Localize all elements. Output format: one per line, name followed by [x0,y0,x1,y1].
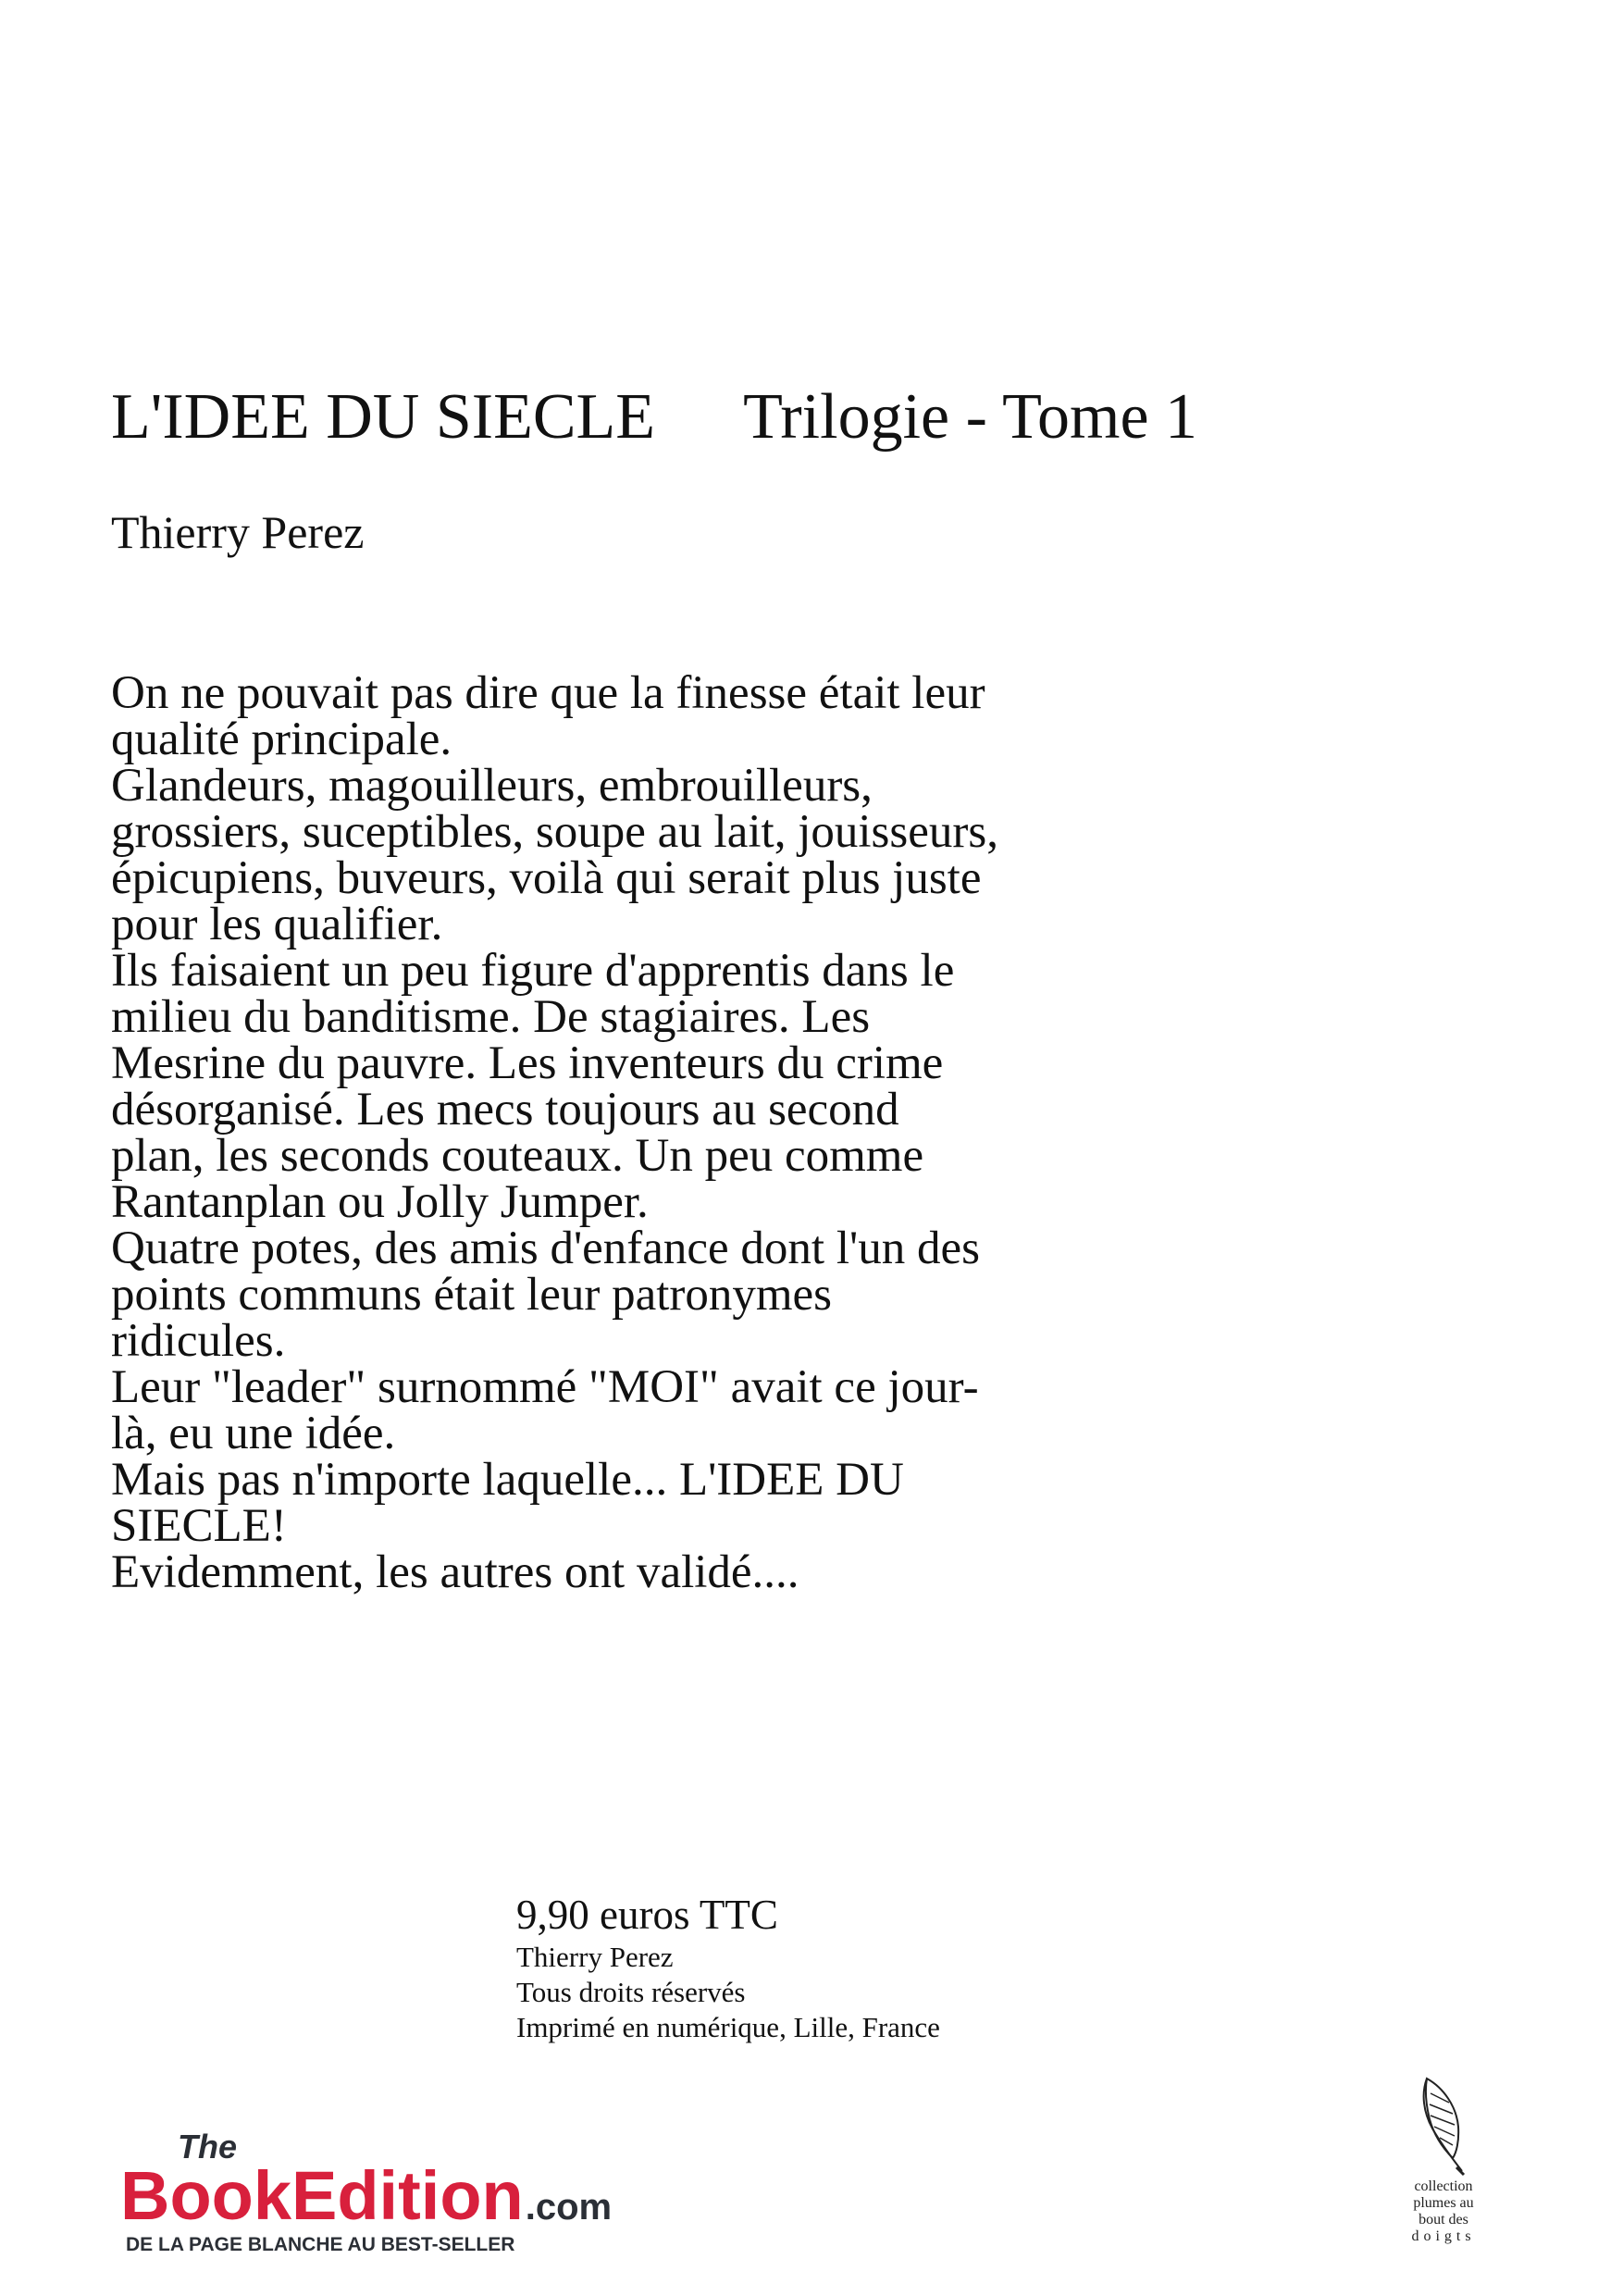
blurb-line: On ne pouvait pas dire que la finesse était leur [111,667,985,719]
logo-the: The [178,2128,238,2166]
blurb-line: Evidemment, les autres ont validé.... [111,1546,799,1598]
book-title [111,381,1197,453]
imprint-block [516,1890,940,2045]
blurb-line: Leur "leader" surnommé "MOI" avait ce jour- [111,1361,979,1413]
blurb-line: milieu du banditisme. De stagiaires. Les [111,991,871,1043]
collection-mark [1388,2075,1499,2245]
blurb-line: désorganisé. Les mecs toujours au second [111,1084,899,1136]
blurb-line: Quatre potes, des amis d'enfance dont l'un des [111,1222,980,1274]
collection-line: doigts [1411,2228,1476,2244]
blurb-line: là, eu une idée. [111,1408,396,1459]
blurb-line: Mais pas n'importe laquelle... L'IDEE DU [111,1454,904,1506]
book-subtitle: Trilogie - Tome 1 [743,381,1198,453]
blurb-line: grossiers, suceptibles, soupe au lait, jouisseurs, [111,806,998,858]
blurb-line: Glandeurs, magouilleurs, embrouilleurs, [111,760,873,812]
quill-icon [1388,2075,1499,2177]
blurb-line: épicupiens, buveurs, voilà qui serait plus juste [111,852,982,904]
logo-tagline: DE LA PAGE BLANCHE AU BEST-SELLER [126,2234,515,2255]
blurb-line: ridicules. [111,1315,286,1367]
logo-edition: Edition [291,2157,524,2234]
blurb-line: pour les qualifier. [111,899,443,950]
collection-line: plumes au [1413,2195,1474,2211]
imprint-printed: Imprimé en numérique, Lille, France [516,2011,940,2043]
author-name: Thierry Perez [111,506,365,558]
blurb-line: Mesrine du pauvre. Les inventeurs du crime [111,1037,944,1089]
back-cover-blurb [111,667,1332,1598]
logo-book: Book [120,2157,291,2234]
blurb-line: plan, les seconds couteaux. Un peu comme [111,1130,924,1182]
blurb-line: points communs était leur patronymes [111,1269,833,1321]
blurb-line: qualité principale. [111,714,452,765]
blurb-line: SIECLE! [111,1500,287,1552]
blurb-line: Ils faisaient un peu figure d'apprentis dans le [111,945,955,997]
imprint-author: Thierry Perez [516,1941,674,1973]
publisher-logo [120,2121,666,2260]
blurb-line: Rantanplan ou Jolly Jumper. [111,1176,649,1228]
logo-com: .com [525,2187,613,2228]
collection-line: collection [1414,2178,1473,2194]
price: 9,90 euros TTC [516,1892,778,1938]
collection-line: bout des [1419,2212,1468,2228]
book-title-main: L'IDEE DU SIECLE [111,381,656,453]
imprint-rights: Tous droits réservés [516,1976,746,2008]
logo-bookedition [120,2157,612,2234]
